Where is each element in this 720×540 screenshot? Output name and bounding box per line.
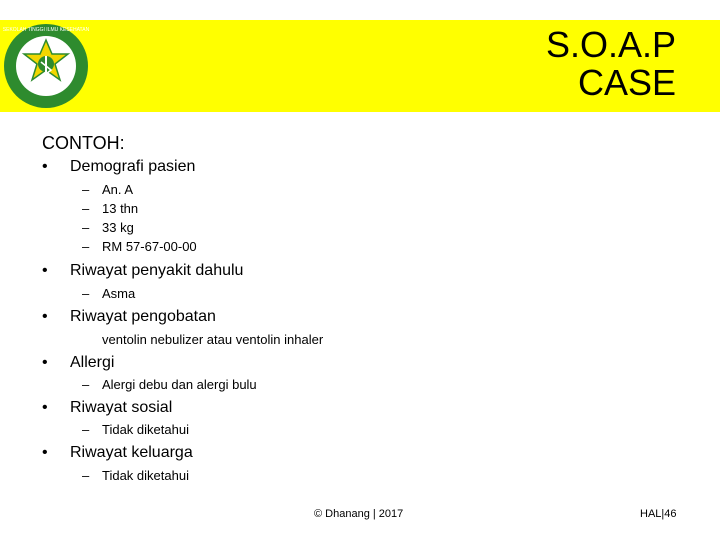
bullet-label: Allergi <box>70 354 115 371</box>
title-line-2: CASE <box>577 62 676 103</box>
bullet-dot: • <box>42 399 48 416</box>
bullet-label: Riwayat keluarga <box>70 444 193 461</box>
bullet-dot: • <box>42 354 48 371</box>
sub-item-text: 33 kg <box>102 220 134 235</box>
slide-title <box>546 26 676 102</box>
bullet-dot: • <box>42 262 48 279</box>
section-heading: CONTOH: <box>42 133 125 153</box>
bullet-label: Demografi pasien <box>70 158 196 175</box>
dash-mark: – <box>82 239 90 254</box>
sub-item-text: Asma <box>102 286 136 301</box>
title-line-1: S.O.A.P <box>545 24 676 65</box>
svg-text:SEKOLAH TINGGI ILMU KESEHATAN: SEKOLAH TINGGI ILMU KESEHATAN <box>2 27 90 33</box>
dash-mark: – <box>82 377 90 392</box>
school-logo <box>0 20 92 112</box>
bullet-label: Riwayat pengobatan <box>70 308 216 325</box>
bullet-label: Riwayat penyakit dahulu <box>70 262 244 279</box>
dash-mark: – <box>82 182 90 197</box>
footer-page-number: HAL|46 <box>640 508 677 520</box>
sub-item-text: 13 thn <box>102 201 139 216</box>
sub-item-text: Alergi debu dan alergi bulu <box>102 377 257 392</box>
plain-item-text: ventolin nebulizer atau ventolin inhaler <box>102 332 324 347</box>
dash-mark: – <box>82 220 90 235</box>
footer-copyright: © Dhanang | 2017 <box>314 508 404 520</box>
dash-mark: – <box>82 201 90 216</box>
sub-item-text: An. A <box>102 182 134 197</box>
sub-item-text: Tidak diketahui <box>102 422 189 437</box>
bullet-label: Riwayat sosial <box>70 399 173 416</box>
dash-mark: – <box>82 286 90 301</box>
bullet-dot: • <box>42 158 48 175</box>
sub-item-text: RM 57-67-00-00 <box>102 239 197 254</box>
dash-mark: – <box>82 422 90 437</box>
bullet-dot: • <box>42 308 48 325</box>
bullet-dot: • <box>42 444 48 461</box>
dash-mark: – <box>82 468 90 483</box>
sub-item-text: Tidak diketahui <box>102 468 189 483</box>
